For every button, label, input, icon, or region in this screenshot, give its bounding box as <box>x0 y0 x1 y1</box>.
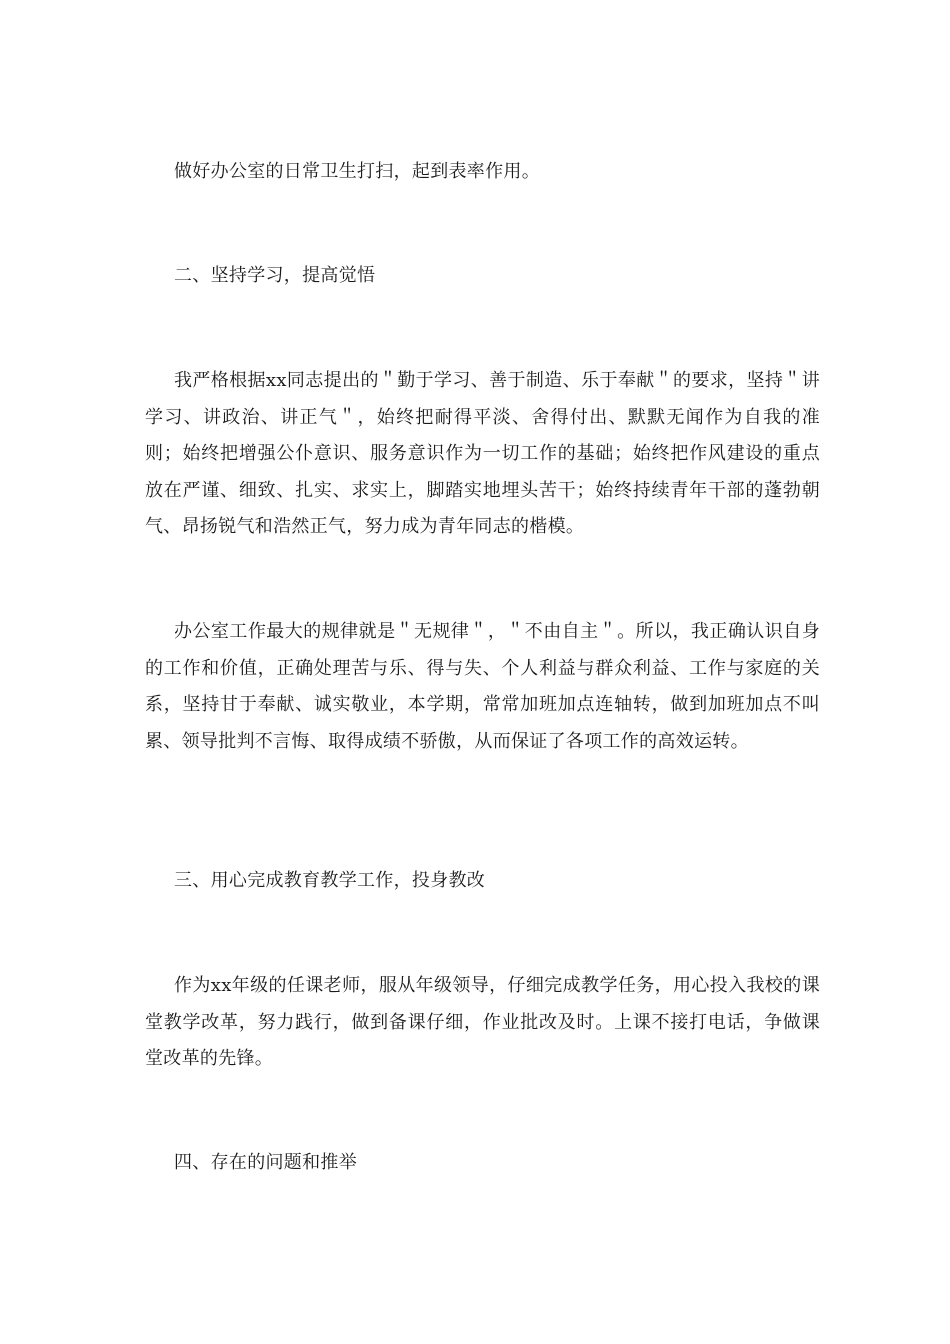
heading-section-3: 三、用心完成教育教学工作，投身教改 <box>174 870 486 891</box>
paragraph-office-work: 办公室工作最大的规律就是＂无规律＂，＂不由自主＂。所以，我正确认识自身的工作和价值，正确处理苦与乐、得与失、个人利益与群众利益、工作与家庭的关系，坚持甘于奉献、诚实敬业，本学期，常常加班加点连轴转，做到加班加点不叫累、领导批判不言悔、取得成绩不骄傲，从而保证了各项工作的高效运转。 <box>145 621 820 752</box>
heading-section-2: 二、坚持学习，提高觉悟 <box>174 265 376 286</box>
paragraph-office-cleaning: 做好办公室的日常卫生打扫，起到表率作用。 <box>174 161 540 182</box>
paragraph-teaching: 作为xx年级的任课老师，服从年级领导，仔细完成教学任务，用心投入我校的课堂教学改革，努力践行，做到备课仔细，作业批改及时。上课不接打电话，争做课堂改革的先锋。 <box>145 975 820 1069</box>
heading-section-4: 四、存在的问题和推举 <box>174 1152 357 1173</box>
paragraph-study: 我严格根据xx同志提出的＂勤于学习、善于制造、乐于奉献＂的要求，坚持＂讲学习、讲政治、讲正气＂，始终把耐得平淡、舍得付出、默默无闻作为自我的准则；始终把增强公仆意识、服务意识作为一切工作的基础；始终把作风建设的重点放在严谨、细致、扎实、求实上，脚踏实地埋头苦干；始终持续青年干部的蓬勃朝气、昂扬锐气和浩然正气，努力成为青年同志的楷模。 <box>145 370 820 537</box>
